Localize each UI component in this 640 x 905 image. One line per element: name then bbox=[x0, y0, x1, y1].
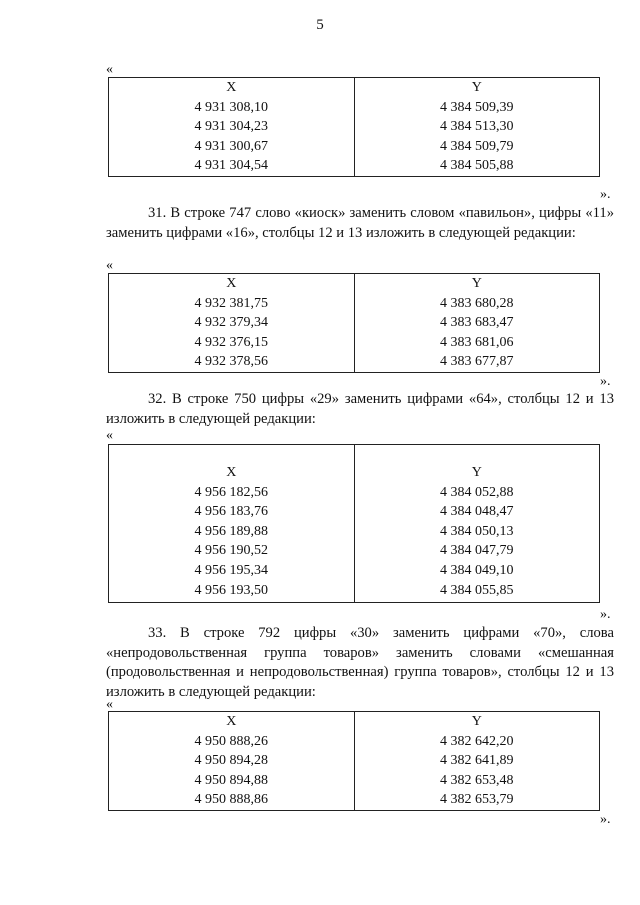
table-row bbox=[109, 156, 600, 176]
cell-x: 4 931 304,23 bbox=[109, 117, 355, 137]
cell-x: 4 956 190,52 bbox=[109, 541, 355, 561]
cell-x: 4 932 379,34 bbox=[109, 313, 355, 333]
table-row bbox=[109, 732, 600, 752]
cell-x: 4 932 381,75 bbox=[109, 294, 355, 314]
coordinates-table bbox=[108, 273, 600, 373]
cell-y: 4 384 052,88 bbox=[354, 483, 600, 503]
cell-y: 4 384 509,39 bbox=[354, 98, 600, 118]
cell-x: 4 950 894,28 bbox=[109, 751, 355, 771]
paragraph-32: 32. В строке 750 цифры «29» заменить цифрами «64», столбцы 12 и 13 изложить в следующей редакции: bbox=[106, 391, 614, 427]
cell-y: 4 382 653,48 bbox=[354, 771, 600, 791]
cell-y: 4 384 513,30 bbox=[354, 117, 600, 137]
open-quote: « bbox=[106, 62, 113, 77]
cell-y: 4 384 509,79 bbox=[354, 137, 600, 157]
table-row bbox=[109, 137, 600, 157]
paragraph-31: 31. В строке 747 слово «киоск» заменить словом «павильон», цифры «11» заменить цифрами «16», столбцы 12 и 13 изложить в следующей редакции: bbox=[106, 205, 614, 241]
cell-x: 4 950 894,88 bbox=[109, 771, 355, 791]
cell-x: 4 956 183,76 bbox=[109, 502, 355, 522]
cell-y: 4 382 642,20 bbox=[354, 732, 600, 752]
table-row bbox=[109, 294, 600, 314]
cell-y: 4 384 048,47 bbox=[354, 502, 600, 522]
open-quote: « bbox=[106, 428, 113, 443]
cell-y: 4 382 641,89 bbox=[354, 751, 600, 771]
close-quote: ». bbox=[600, 187, 611, 202]
column-header-x: X bbox=[109, 445, 355, 483]
table-row bbox=[109, 751, 600, 771]
table-row bbox=[109, 313, 600, 333]
paragraph-33: 33. В строке 792 цифры «30» заменить цифрами «70», слова «непродовольственная группа товаров» заменить словами «смешанная (продовольственная и непродовольственная) группа товаров», столбцы 12 и 13 изложить в следующей редакции: bbox=[106, 625, 614, 700]
cell-x: 4 956 195,34 bbox=[109, 561, 355, 581]
cell-x: 4 956 193,50 bbox=[109, 581, 355, 603]
coordinates-table bbox=[108, 711, 600, 811]
cell-y: 4 383 681,06 bbox=[354, 333, 600, 353]
cell-y: 4 383 677,87 bbox=[354, 352, 600, 372]
column-header-y: Y bbox=[354, 78, 600, 98]
column-header-x: X bbox=[109, 78, 355, 98]
table-row bbox=[109, 522, 600, 542]
table-row bbox=[109, 117, 600, 137]
column-header-y: Y bbox=[354, 274, 600, 294]
open-quote: « bbox=[106, 697, 113, 712]
table-row bbox=[109, 98, 600, 118]
cell-x: 4 931 308,10 bbox=[109, 98, 355, 118]
cell-x: 4 950 888,26 bbox=[109, 732, 355, 752]
cell-x: 4 931 300,67 bbox=[109, 137, 355, 157]
cell-y: 4 384 047,79 bbox=[354, 541, 600, 561]
table-row bbox=[109, 541, 600, 561]
column-header-x: X bbox=[109, 712, 355, 732]
column-header-x: X bbox=[109, 274, 355, 294]
table-row bbox=[109, 502, 600, 522]
table-row bbox=[109, 561, 600, 581]
open-quote: « bbox=[106, 258, 113, 273]
close-quote: ». bbox=[600, 812, 611, 827]
cell-y: 4 384 055,85 bbox=[354, 581, 600, 603]
cell-y: 4 384 505,88 bbox=[354, 156, 600, 176]
coordinates-table bbox=[108, 77, 600, 177]
table-row bbox=[109, 483, 600, 503]
table-row bbox=[109, 771, 600, 791]
cell-y: 4 382 653,79 bbox=[354, 790, 600, 810]
page-number: 5 bbox=[316, 17, 324, 33]
table-row bbox=[109, 352, 600, 372]
table-row bbox=[109, 790, 600, 810]
cell-y: 4 383 683,47 bbox=[354, 313, 600, 333]
cell-x: 4 932 376,15 bbox=[109, 333, 355, 353]
close-quote: ». bbox=[600, 607, 611, 622]
cell-x: 4 932 378,56 bbox=[109, 352, 355, 372]
cell-x: 4 956 182,56 bbox=[109, 483, 355, 503]
cell-y: 4 384 049,10 bbox=[354, 561, 600, 581]
coordinates-table bbox=[108, 444, 600, 603]
column-header-y: Y bbox=[354, 712, 600, 732]
close-quote: ». bbox=[600, 374, 611, 389]
cell-x: 4 956 189,88 bbox=[109, 522, 355, 542]
table-row bbox=[109, 581, 600, 603]
cell-y: 4 383 680,28 bbox=[354, 294, 600, 314]
column-header-y: Y bbox=[354, 445, 600, 483]
cell-x: 4 950 888,86 bbox=[109, 790, 355, 810]
cell-y: 4 384 050,13 bbox=[354, 522, 600, 542]
table-row bbox=[109, 333, 600, 353]
cell-x: 4 931 304,54 bbox=[109, 156, 355, 176]
